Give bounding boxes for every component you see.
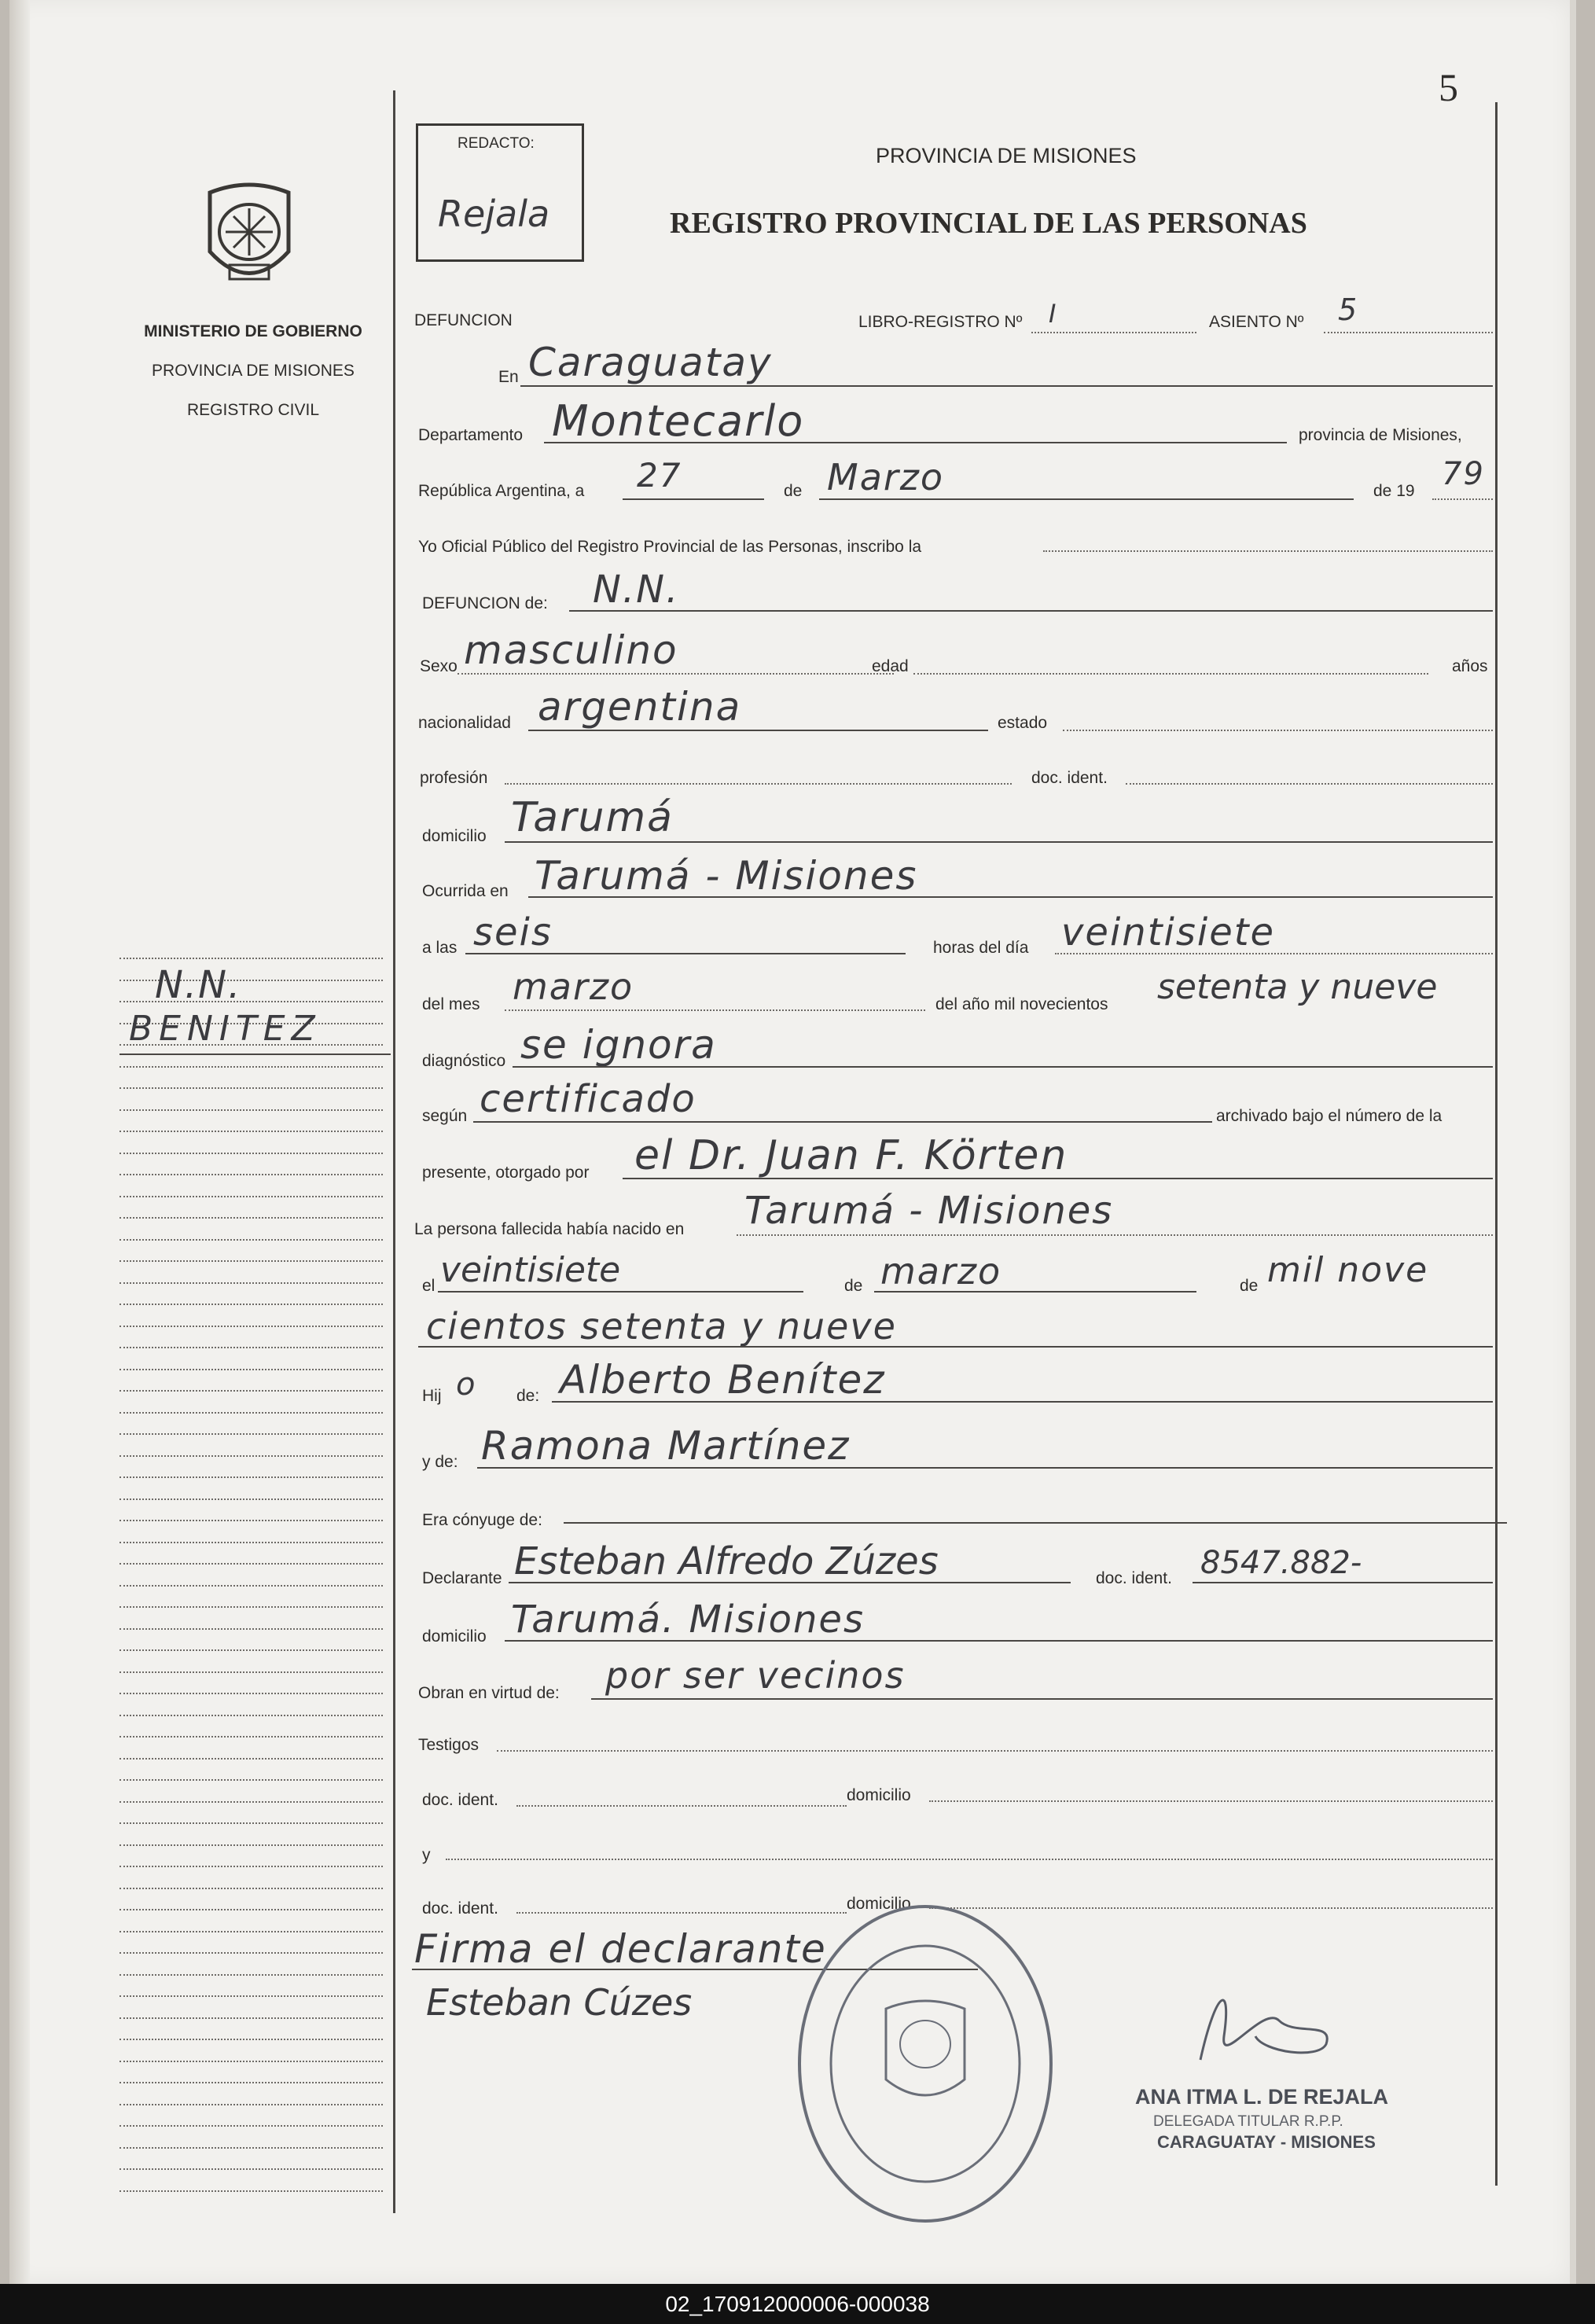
- nacionalidad-value: argentina: [538, 684, 742, 730]
- margin-dotted-line: [119, 1196, 383, 1197]
- asiento-label: ASIENTO Nº: [1209, 313, 1304, 331]
- left-vertical-rule: [393, 90, 395, 2213]
- defuncion-de-line: [569, 610, 1493, 612]
- margin-dotted-line: [119, 1174, 383, 1175]
- margin-dotted-line: [119, 2104, 383, 2105]
- margin-dotted-line: [119, 1153, 383, 1154]
- margin-dotted-line: [119, 1671, 383, 1673]
- declarante-label: Declarante: [422, 1569, 502, 1587]
- presente-label: presente, otorgado por: [422, 1164, 590, 1182]
- del-ano-value: setenta y nueve: [1157, 967, 1438, 1007]
- hijo-suffix: o: [456, 1366, 477, 1403]
- margin-dotted-line: [119, 2082, 383, 2083]
- a-las-value: seis: [473, 910, 553, 954]
- de3-label: de: [1240, 1277, 1259, 1295]
- sexo-line: [458, 673, 894, 675]
- segun-value: certificado: [480, 1077, 696, 1121]
- margin-dotted-line: [119, 1347, 383, 1348]
- conyuge-line: [564, 1522, 1507, 1524]
- margin-dotted-line: [119, 1326, 383, 1327]
- margin-dotted-line: [119, 1888, 383, 1889]
- firma-text: Firma el declarante: [414, 1926, 827, 1972]
- hijo-de-label: de:: [516, 1387, 540, 1405]
- sexo-value: masculino: [464, 627, 678, 673]
- defuncion-de-label: DEFUNCION de:: [422, 594, 548, 612]
- header-registry: REGISTRO PROVINCIAL DE LAS PERSONAS: [670, 207, 1307, 240]
- official-place: CARAGUATAY - MISIONES: [1157, 2132, 1376, 2152]
- margin-dotted-line: [119, 1974, 383, 1976]
- presente-value: el Dr. Juan F. Körten: [634, 1132, 1068, 1179]
- margin-dotted-line: [119, 1736, 383, 1737]
- margin-note-underline: [119, 1054, 391, 1055]
- declarante-doc-line: [1193, 1582, 1493, 1583]
- domicilio-label: domicilio: [422, 827, 487, 845]
- margin-dotted-line: [119, 1476, 383, 1478]
- estado-line: [1063, 730, 1493, 731]
- departamento-value: Montecarlo: [552, 396, 805, 446]
- official-signature-icon: [1169, 1973, 1350, 2076]
- margin-dotted-line: [119, 1801, 383, 1803]
- en-line: [520, 385, 1493, 387]
- month-value: Marzo: [827, 456, 945, 498]
- asiento-line: [1324, 332, 1493, 333]
- el-value: veintisiete: [440, 1250, 621, 1290]
- obran-line: [591, 1698, 1493, 1700]
- de19-label: de 19: [1373, 482, 1415, 500]
- segun-label: según: [422, 1107, 468, 1125]
- margin-dotted-line: [119, 1542, 383, 1543]
- margin-note-nn: N.N.: [155, 963, 242, 1007]
- de2-label: de: [844, 1277, 863, 1295]
- margin-dotted-line: [119, 1995, 383, 1997]
- horas-line: [1055, 953, 1493, 954]
- margin-dotted-line: [119, 1520, 383, 1521]
- libro-line: [1031, 332, 1196, 333]
- official-name: ANA ITMA L. DE REJALA: [1135, 2085, 1388, 2109]
- year-value: 79: [1442, 456, 1485, 492]
- redacto-value: Rejala: [438, 193, 550, 235]
- margin-dotted-line: [119, 1715, 383, 1716]
- del-mes-value: marzo: [513, 965, 634, 1008]
- margin-dotted-line: [119, 1693, 383, 1694]
- margin-dotted-line: [119, 2147, 383, 2149]
- month-line: [819, 498, 1354, 500]
- margin-dotted-line: [119, 1866, 383, 1867]
- nacido-line: [737, 1234, 1493, 1236]
- margin-dotted-line: [119, 1390, 383, 1392]
- declarante-doc-value: 8547.882-: [1200, 1545, 1362, 1581]
- profesion-label: profesión: [420, 769, 488, 787]
- del-ano-label: del año mil novecientos: [935, 995, 1108, 1013]
- y-de-label: y de:: [422, 1453, 458, 1471]
- nacido-value: Tarumá - Misiones: [744, 1189, 1114, 1233]
- margin-dotted-line: [119, 1066, 383, 1068]
- margin-dotted-line: [119, 2039, 383, 2040]
- margin-dotted-line: [119, 2061, 383, 2062]
- y-de-value: Ramona Martínez: [481, 1423, 851, 1469]
- margin-dotted-line: [119, 2125, 383, 2127]
- margin-dotted-line: [119, 1909, 383, 1910]
- margin-dotted-line: [119, 1628, 383, 1630]
- margin-dotted-line: [119, 1758, 383, 1760]
- asiento-value: 5: [1338, 292, 1359, 327]
- segun-line: [473, 1121, 1212, 1123]
- margin-dotted-line: [119, 1217, 383, 1219]
- margin-dotted-line: [119, 1131, 383, 1132]
- libro-label: LIBRO-REGISTRO Nº: [858, 313, 1023, 331]
- estado-label: estado: [998, 714, 1048, 732]
- domicilio-value: Tarumá: [511, 794, 674, 841]
- obran-label: Obran en virtud de:: [418, 1684, 560, 1702]
- diagnostico-label: diagnóstico: [422, 1052, 506, 1070]
- doc2-label: doc. ident.: [422, 1899, 498, 1918]
- margin-note-benitez: BENITEZ: [129, 1009, 322, 1049]
- ministry-title: MINISTERIO DE GOBIERNO: [144, 322, 362, 340]
- coat-of-arms-icon: [198, 177, 300, 295]
- sexo-label: Sexo: [420, 657, 458, 675]
- official-title: DELEGADA TITULAR R.P.P.: [1153, 2113, 1343, 2130]
- del-mes-line: [505, 1009, 925, 1011]
- doc-ident-line: [1126, 783, 1493, 785]
- archivado-label: archivado bajo el número de la: [1216, 1107, 1442, 1125]
- hijo-de-value: Alberto Benítez: [560, 1357, 886, 1403]
- ocurrida-label: Ocurrida en: [422, 882, 509, 900]
- declarante-value: Esteban Alfredo Zúzes: [514, 1539, 939, 1583]
- profesion-line: [505, 783, 1012, 785]
- official-seal-icon: [792, 1899, 1059, 2229]
- republica-label: República Argentina, a: [418, 482, 585, 500]
- departamento-label: Departamento: [418, 426, 524, 444]
- month2-value: marzo: [880, 1250, 1002, 1293]
- page-binding: [9, 0, 30, 2284]
- doc-ident-label: doc. ident.: [1031, 769, 1108, 787]
- margin-dotted-line: [119, 1585, 383, 1587]
- conyuge-label: Era cónyuge de:: [422, 1511, 542, 1529]
- nacido-label: La persona fallecida había nacido en: [414, 1220, 685, 1238]
- oficial-line: [1043, 550, 1493, 552]
- y-line: [446, 1859, 1493, 1860]
- ministry-province: PROVINCIA DE MISIONES: [152, 362, 355, 380]
- margin-dotted-line: [119, 2168, 383, 2170]
- day-line: [623, 498, 764, 500]
- declarante-doc-label: doc. ident.: [1096, 1569, 1172, 1587]
- margin-dotted-line: [119, 1779, 383, 1781]
- doc1-label: doc. ident.: [422, 1791, 498, 1809]
- dom2-value: Tarumá. Misiones: [511, 1598, 865, 1642]
- doc1-line: [516, 1805, 847, 1807]
- obran-value: por ser vecinos: [605, 1654, 906, 1697]
- testigos-label: Testigos: [418, 1736, 480, 1754]
- provincia-label: provincia de Misiones,: [1299, 426, 1462, 444]
- margin-dotted-line: [119, 1239, 383, 1241]
- margin-dotted-line: [119, 2190, 383, 2192]
- margin-dotted-line: [119, 1844, 383, 1846]
- cientos-value: cientos setenta y nueve: [426, 1305, 897, 1348]
- margin-dotted-line: [119, 1260, 383, 1262]
- margin-dotted-line: [119, 1433, 383, 1435]
- el-line: [438, 1291, 803, 1293]
- margin-dotted-line: [119, 1412, 383, 1414]
- margin-dotted-line: [119, 1455, 383, 1457]
- y-de-line: [477, 1467, 1493, 1469]
- margin-dotted-line: [119, 958, 383, 959]
- dom2-label: domicilio: [422, 1627, 487, 1646]
- diagnostico-value: se ignora: [520, 1022, 717, 1068]
- domicilio-line: [505, 841, 1493, 843]
- declarant-signature: Esteban Cúzes: [426, 1981, 693, 2024]
- header-province: PROVINCIA DE MISIONES: [876, 144, 1137, 167]
- hijo-de-line: [552, 1401, 1493, 1403]
- margin-dotted-line: [119, 1369, 383, 1370]
- margin-dotted-line: [119, 1498, 383, 1500]
- margin-dotted-line: [119, 1931, 383, 1932]
- redacto-label: REDACTO:: [458, 135, 535, 152]
- edad-line: [913, 673, 1428, 675]
- margin-dotted-line: [119, 1563, 383, 1565]
- domicilio1-label: domicilio: [847, 1786, 911, 1804]
- right-vertical-rule: [1495, 102, 1498, 2186]
- nacionalidad-line: [528, 730, 988, 731]
- a-las-line: [465, 953, 906, 954]
- image-caption: 02_170912000006-000038: [0, 2284, 1595, 2324]
- margin-dotted-line: [119, 1087, 383, 1089]
- anos-label: años: [1452, 657, 1488, 675]
- departamento-line: [544, 442, 1287, 443]
- ocurrida-value: Tarumá - Misiones: [535, 853, 918, 899]
- month2-line: [874, 1291, 1196, 1293]
- margin-dotted-line: [119, 1952, 383, 1954]
- en-label: En: [498, 368, 519, 386]
- ocurrida-line: [528, 896, 1493, 898]
- margin-dotted-line: [119, 1282, 383, 1284]
- margin-dotted-line: [119, 1304, 383, 1305]
- defuncion-de-value: N.N.: [593, 568, 680, 612]
- margin-dotted-line: [119, 1606, 383, 1608]
- mil-value: mil nove: [1267, 1250, 1429, 1290]
- horas-label: horas del día: [933, 939, 1029, 957]
- dom2-line: [505, 1640, 1493, 1642]
- testigos-line: [497, 1750, 1493, 1752]
- declarante-line: [509, 1582, 1071, 1583]
- oficial-text: Yo Oficial Público del Registro Provincial de las Personas, inscribo la: [418, 538, 922, 556]
- hijo-label: Hij: [422, 1387, 442, 1405]
- margin-dotted-line: [119, 1649, 383, 1651]
- en-value: Caraguatay: [528, 340, 773, 385]
- del-mes-label: del mes: [422, 995, 480, 1013]
- libro-value: I: [1049, 299, 1058, 329]
- domicilio2-label: domicilio: [847, 1895, 911, 1913]
- document-page: [9, 0, 1576, 2284]
- cientos-line: [418, 1346, 1493, 1348]
- day-value: 27: [637, 456, 682, 495]
- y-label: y: [422, 1846, 431, 1864]
- horas-value: veintisiete: [1061, 910, 1276, 954]
- domicilio1-line: [929, 1800, 1493, 1802]
- de-label: de: [784, 482, 803, 500]
- defuncion-label: DEFUNCION: [414, 311, 513, 329]
- redacto-box: [416, 123, 584, 262]
- year-line: [1432, 498, 1493, 500]
- edad-label: edad: [872, 657, 909, 675]
- page-number: 5: [1439, 65, 1458, 109]
- margin-dotted-line: [119, 1822, 383, 1824]
- margin-dotted-line: [119, 2017, 383, 2019]
- presente-line: [623, 1178, 1493, 1179]
- nacionalidad-label: nacionalidad: [418, 714, 511, 732]
- ministry-office: REGISTRO CIVIL: [186, 401, 320, 419]
- margin-dotted-line: [119, 1109, 383, 1111]
- el-label: el: [422, 1277, 436, 1295]
- a-las-label: a las: [422, 939, 458, 957]
- diagnostico-line: [513, 1066, 1493, 1068]
